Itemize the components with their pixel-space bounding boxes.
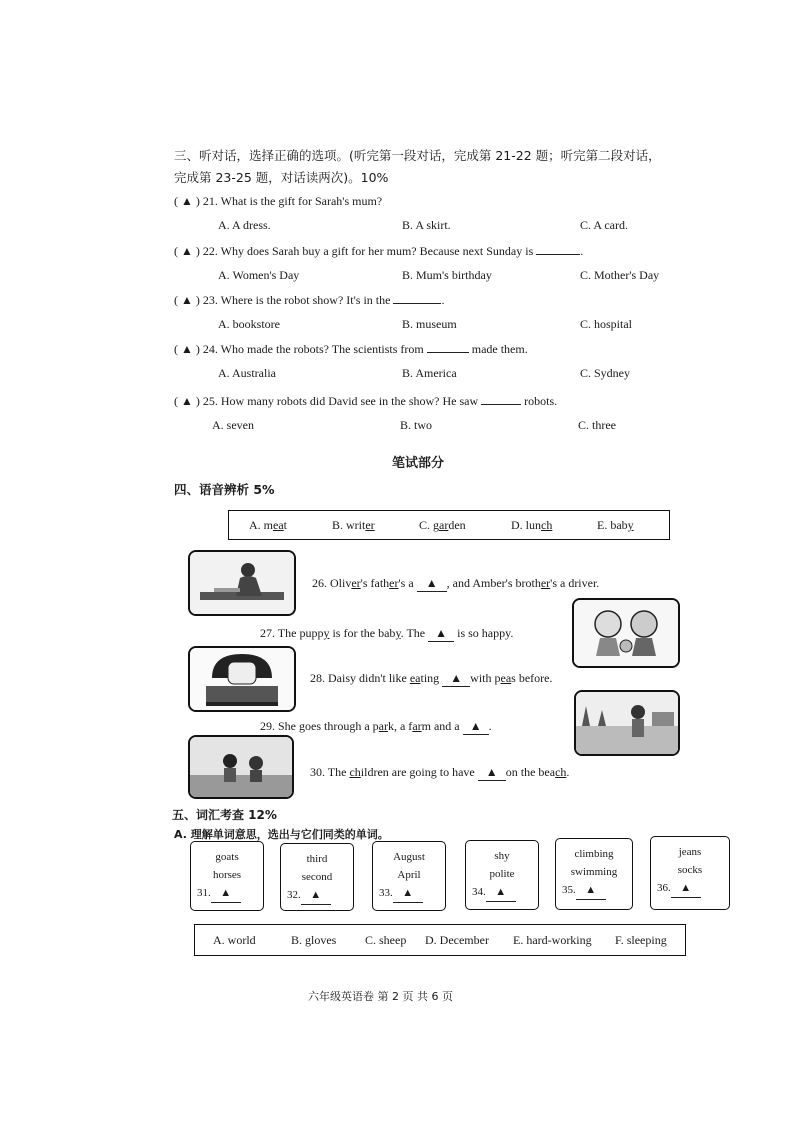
section5-subheading: A. 理解单词意思，选出与它们同类的单词。: [174, 828, 389, 841]
answer-mark[interactable]: ( ▲ ): [174, 293, 200, 307]
sentence-30: 30. The children are going to have ▲ on the beach.: [310, 765, 570, 779]
choice-a: A. world: [213, 933, 256, 947]
sentence-26: 26. Oliver's father's a ▲ , and Amber's brother's a driver.: [312, 576, 600, 590]
answer-blank[interactable]: ▲: [417, 576, 447, 592]
answer-mark[interactable]: ( ▲ ): [174, 194, 200, 208]
question-21: ( ▲ ) 21. What is the gift for Sarah's mum?: [174, 194, 383, 208]
word-box-34: shy polite 34. ▲: [465, 840, 539, 910]
word-box-36: jeans socks 36. ▲: [650, 836, 730, 910]
phonics-option-e: E. baby: [597, 518, 634, 532]
q25-option-a: A. seven: [212, 418, 254, 432]
girl-illustration: [190, 648, 294, 710]
writer-illustration: [190, 552, 294, 614]
section5-heading: 五、词汇考查 12%: [172, 808, 277, 822]
question-22: ( ▲ ) 22. Why does Sarah buy a gift for her mum? Because next Sunday is .: [174, 244, 584, 258]
answer-blank[interactable]: ▲: [442, 671, 470, 687]
picture-children-puppy: [572, 598, 680, 668]
answer-mark[interactable]: ( ▲ ): [174, 342, 200, 356]
answer-mark[interactable]: ( ▲ ): [174, 244, 200, 258]
question-24: ( ▲ ) 24. Who made the robots? The scientists from made them.: [174, 342, 528, 356]
question-23: ( ▲ ) 23. Where is the robot show? It's in the .: [174, 293, 445, 307]
picture-man-writing: [188, 550, 296, 616]
choice-d: D. December: [425, 933, 489, 947]
q25-option-c: C. three: [578, 418, 616, 432]
beach-illustration: [190, 737, 292, 797]
answer-mark[interactable]: ( ▲ ): [174, 394, 200, 408]
answer-blank[interactable]: ▲: [463, 719, 489, 735]
answer-blank[interactable]: ▲: [478, 765, 506, 781]
q23-option-a: A. bookstore: [218, 317, 280, 331]
choice-e: E. hard-working: [513, 933, 592, 947]
answer-36[interactable]: 36. ▲: [651, 879, 729, 898]
picture-children-beach: [188, 735, 294, 799]
q23-option-b: B. museum: [402, 317, 457, 331]
section4-heading: 四、语音辨析 5%: [174, 482, 275, 497]
q22-option-b: B. Mum's birthday: [402, 268, 492, 282]
puppy-illustration: [574, 600, 678, 666]
q24-option-a: A. Australia: [218, 366, 276, 380]
q24-option-b: B. America: [402, 366, 457, 380]
sentence-27: 27. The puppy is for the baby. The ▲ is so happy.: [260, 626, 514, 640]
phonics-option-b: B. writer: [332, 518, 375, 532]
q21-option-b: B. A skirt.: [402, 218, 451, 232]
phonics-option-box: [228, 510, 670, 540]
answer-blank[interactable]: [481, 404, 521, 405]
choice-b: B. gloves: [291, 933, 337, 947]
q21-option-c: C. A card.: [580, 218, 628, 232]
q22-option-c: C. Mother's Day: [580, 268, 660, 282]
sentence-29: 29. She goes through a park, a farm and a ▲ .: [260, 719, 492, 733]
q24-option-c: C. Sydney: [580, 366, 631, 380]
sentence-28: 28. Daisy didn't like eating ▲ with peas before.: [310, 671, 553, 685]
answer-34[interactable]: 34. ▲: [466, 883, 538, 902]
answer-blank[interactable]: [427, 352, 469, 353]
word-box-32: third second 32. ▲: [280, 843, 354, 911]
q22-option-a: A. Women's Day: [218, 268, 300, 282]
answer-33[interactable]: 33. ▲: [373, 884, 445, 903]
q23-option-c: C. hospital: [580, 317, 633, 331]
answer-35[interactable]: 35. ▲: [556, 881, 632, 900]
q21-option-a: A. A dress.: [218, 218, 271, 232]
word-box-35: climbing swimming 35. ▲: [555, 838, 633, 910]
phonics-option-c: C. garden: [419, 518, 466, 532]
answer-blank[interactable]: [536, 254, 580, 255]
word-box-33: August April 33. ▲: [372, 841, 446, 911]
question-25: ( ▲ ) 25. How many robots did David see in the show? He saw robots.: [174, 394, 558, 408]
choice-c: C. sheep: [365, 933, 407, 947]
section3-heading-line1: 三、听对话，选择正确的选项。(听完第一段对话，完成第 21-22 题；听完第二段对话，: [174, 148, 661, 163]
section3-heading-line2: 完成第 23-25 题，对话读两次)。10%: [174, 170, 389, 185]
picture-girl-park: [574, 690, 680, 756]
choice-f: F. sleeping: [615, 933, 667, 947]
vocab-choice-box: [194, 924, 686, 956]
phonics-option-a: A. meat: [249, 518, 288, 532]
written-part-title: 笔试部分: [392, 456, 445, 471]
park-illustration: [576, 692, 678, 754]
phonics-option-d: D. lunch: [511, 518, 553, 532]
answer-31[interactable]: 31. ▲: [191, 884, 263, 903]
word-box-31: goats horses 31. ▲: [190, 841, 264, 911]
answer-32[interactable]: 32. ▲: [281, 886, 353, 905]
answer-blank[interactable]: ▲: [428, 626, 454, 642]
answer-blank[interactable]: [393, 303, 441, 304]
page-footer: 六年级英语卷 第 2 页 共 6 页: [308, 990, 453, 1003]
q25-option-b: B. two: [400, 418, 433, 432]
picture-girl-eating: [188, 646, 296, 712]
